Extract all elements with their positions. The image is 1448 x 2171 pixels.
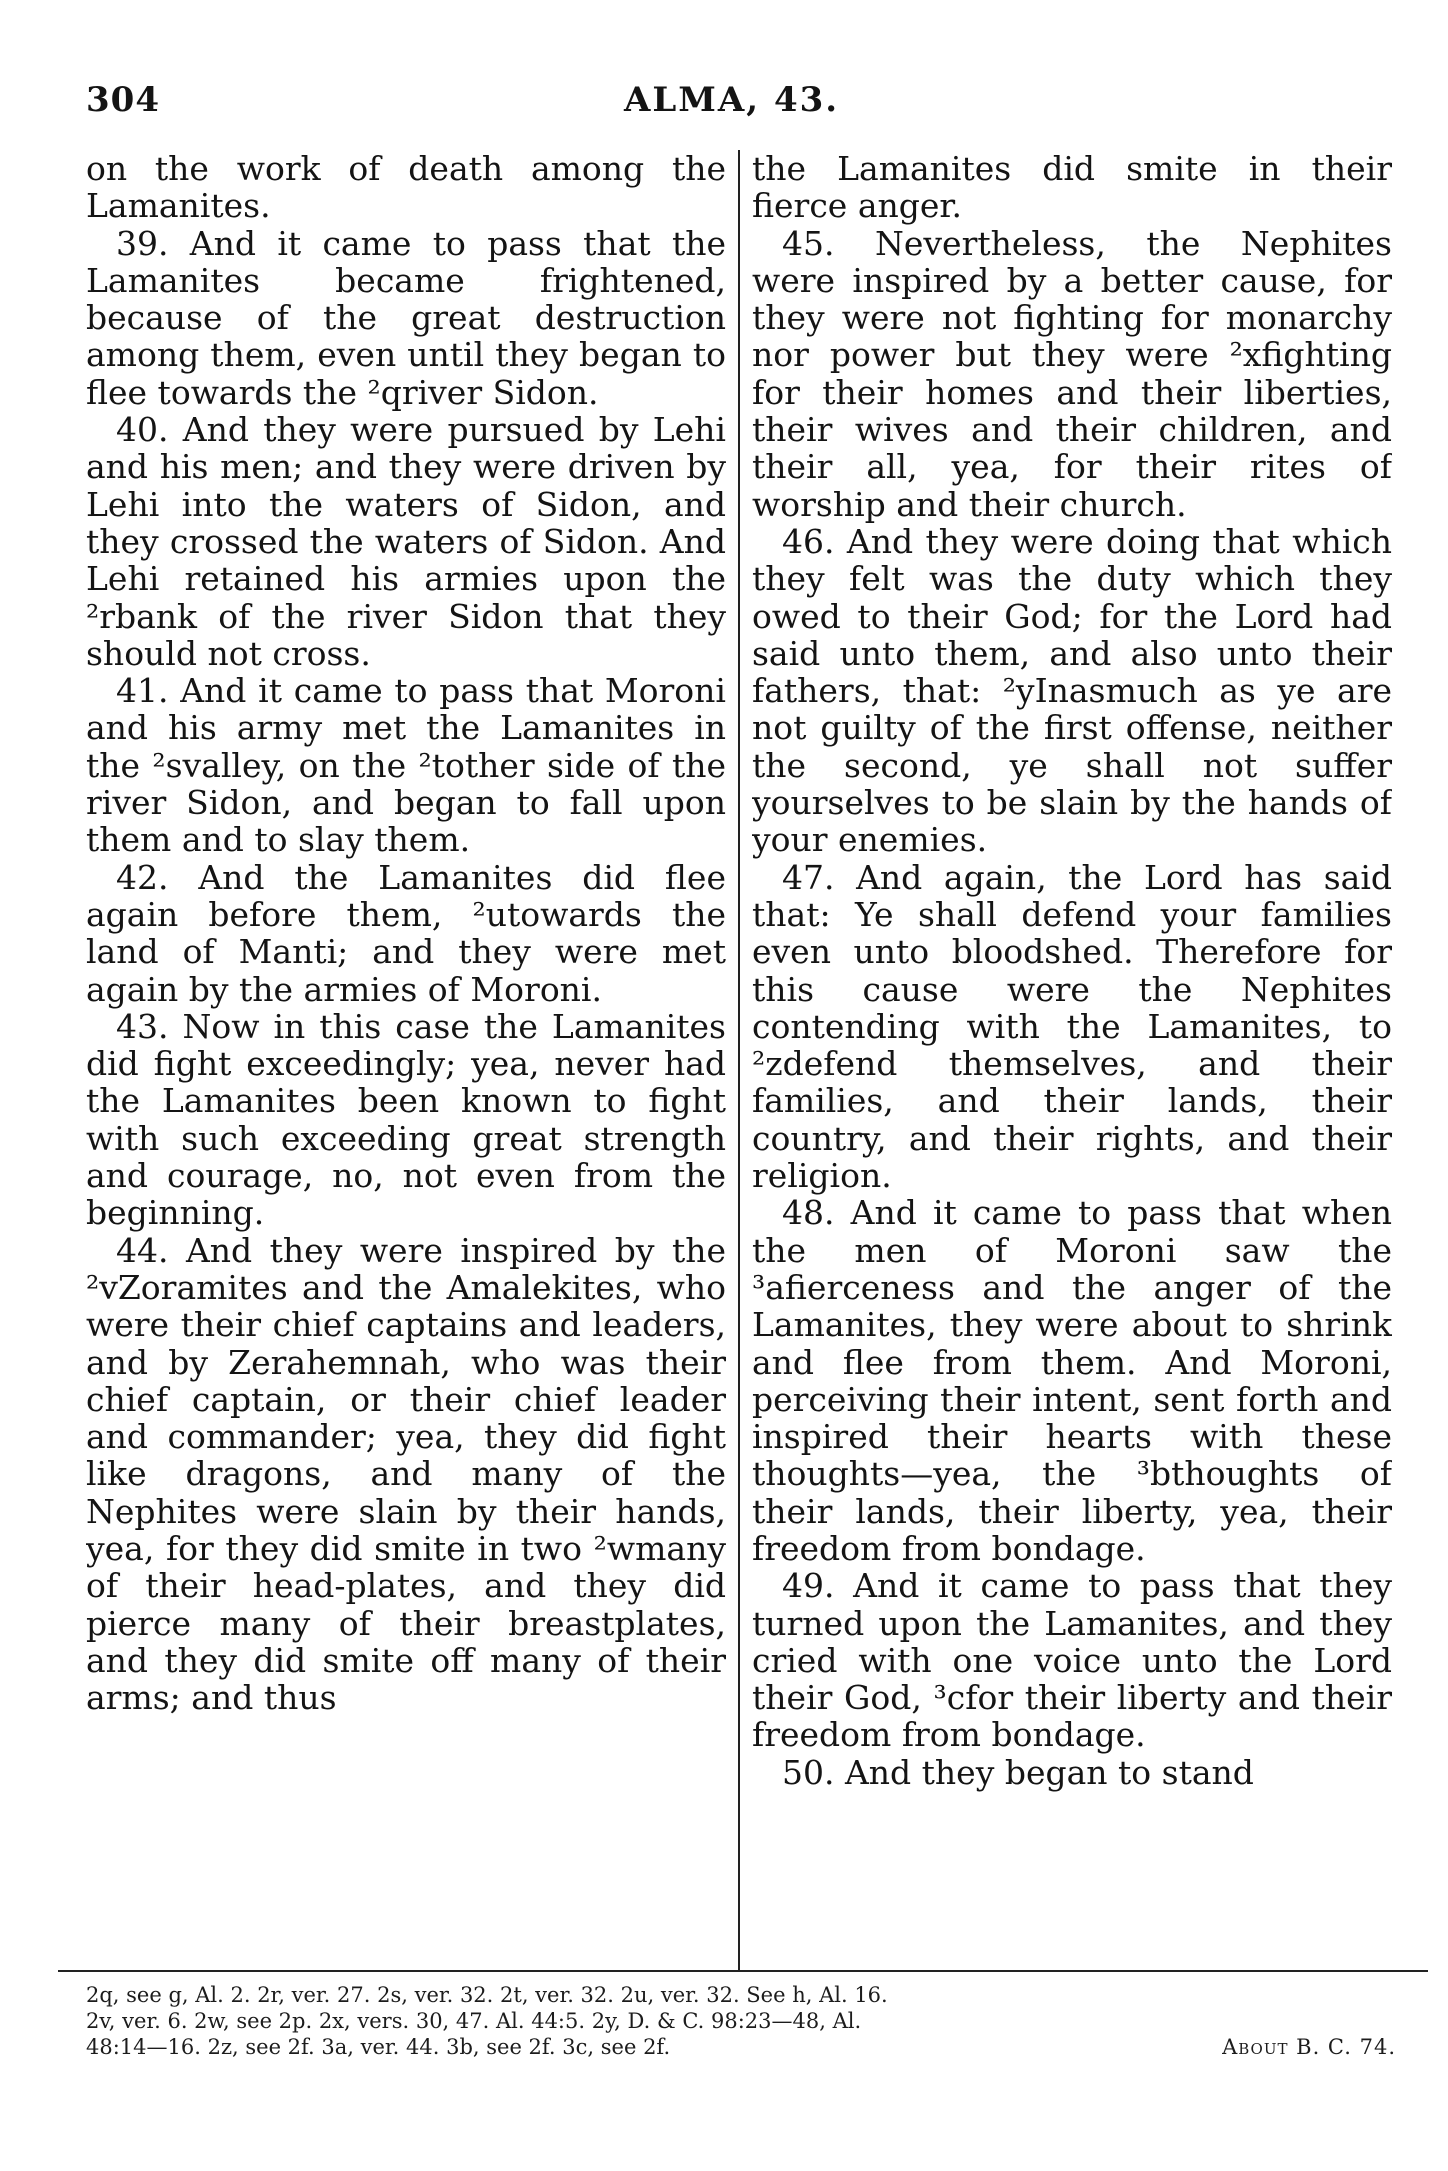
verse-46: 46. And they were doing that which they felt was the duty which they owed to their God; for the Lord had said unto them, and also unto their fathers, that: ²yInasmuch as ye are not guilty of the first offense, neither the second, ye shall not suffer yourselves to be slain by the hands of your enemies. [752, 521, 1392, 860]
column-divider [738, 150, 740, 1970]
right-column [752, 150, 1392, 1965]
verse-paragraph: the Lamanites did smite in their fierce anger. [752, 150, 1392, 226]
left-column [86, 150, 726, 1965]
footnote-line: 2q, see g, Al. 2. 2r, ver. 27. 2s, ver. 32. 2t, ver. 32. 2u, ver. 32. See h, Al. 16. [86, 1983, 888, 2007]
footnote-rule [58, 1970, 1428, 1972]
verse-40: 40. And they were pursued by Lehi and his men; and they were driven by Lehi into the waters of Sidon, and they crossed the waters of Sidon. And Lehi retained his armies upon the ²rbank of the river Sidon that they should not cross. [86, 410, 726, 673]
page-header [0, 80, 1448, 128]
verse-39: 39. And it came to pass that the Lamanites became frightened, because of the great destruction among them, even until they began to flee towards the ²qriver Sidon. [86, 223, 726, 412]
verse-47: 47. And again, the Lord has said that: Ye shall defend your families even unto bloodshed. Therefore for this cause were the Nephites contending with the Lamanites, to ²zdefend themselves, and their families, and their lands, their country, and their rights, and their religion. [752, 857, 1392, 1196]
verse-paragraph: on the work of death among the Lamanites. [86, 150, 726, 226]
verse-49: 49. And it came to pass that they turned upon the Lamanites, and they cried with one voice unto the Lord their God, ³cfor their liberty and their freedom from bondage. [752, 1566, 1392, 1755]
running-head: ALMA, 43. [624, 80, 840, 120]
verse-48: 48. And it came to pass that when the men of Moroni saw the ³afierceness and the anger of the Lamanites, they were about to shrink and flee from them. And Moroni, perceiving their intent, sent forth and inspired their hearts with these thoughts—yea, the ³bthoughts of their lands, their liberty, yea, their freedom from bondage. [752, 1193, 1392, 1568]
verse-45: 45. Nevertheless, the Nephites were inspired by a better cause, for they were not fighting for monarchy nor power but they were ²xfighting for their homes and their liberties, their wives and their children, and their all, yea, for their rites of worship and their church. [752, 223, 1392, 524]
footnote-text: 48:14—16. 2z, see 2f. 3a, ver. 44. 3b, see 2f. 3c, see 2f. [86, 2035, 671, 2059]
page-number: 304 [86, 80, 160, 120]
verse-42: 42. And the Lamanites did flee again before them, ²utowards the land of Manti; and they were met again by the armies of Moroni. [86, 857, 726, 1009]
footnote-line: 2v, ver. 6. 2w, see 2p. 2x, vers. 30, 47. Al. 44:5. 2y, D. & C. 98:23—48, Al. [86, 2009, 862, 2033]
verse-50: 50. And they began to stand [782, 1752, 1254, 1792]
verse-41: 41. And it came to pass that Moroni and his army met the Lamanites in the ²svalley, on the ²tother side of the river Sidon, and began to fall upon them and to slay them. [86, 671, 726, 860]
verse-44: 44. And they were inspired by the ²vZoramites and the Amalekites, who were their chief captains and leaders, and by Zerahemnah, who was their chief captain, or their chief leader and commander; yea, they did fight like dragons, and many of the Nephites were slain by their hands, yea, for they did smite in two ²wmany of their head-plates, and they did pierce many of their breastplates, and they did smite off many of their arms; and thus [86, 1230, 726, 1718]
footnote-line [86, 2034, 1396, 2060]
date-note: About B. C. 74. [1222, 2035, 1396, 2059]
verse-43: 43. Now in this case the Lamanites did fight exceedingly; yea, never had the Lamanites been known to fight with such exceeding great strength and courage, no, not even from the beginning. [86, 1006, 726, 1233]
footnotes [86, 1982, 1396, 2060]
